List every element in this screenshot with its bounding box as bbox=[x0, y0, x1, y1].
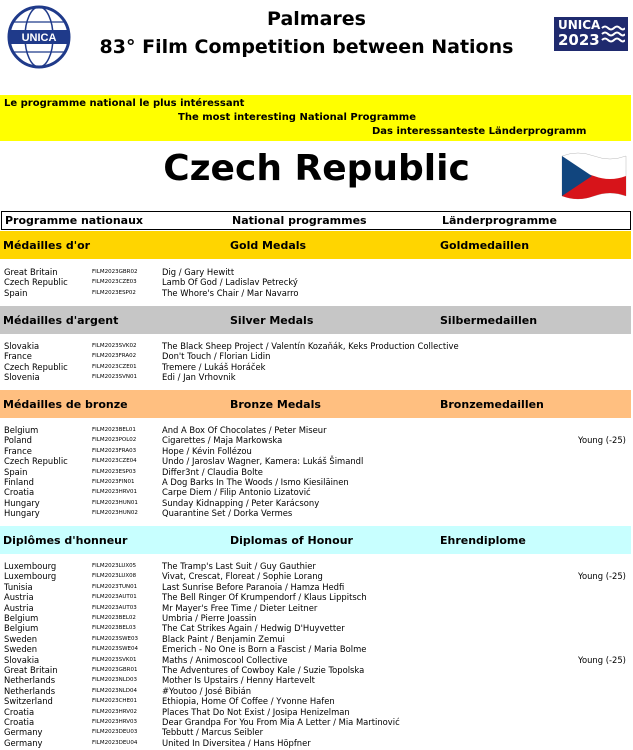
award-country: Luxembourg bbox=[4, 561, 57, 571]
award-country: Finland bbox=[4, 477, 34, 487]
award-row bbox=[0, 623, 633, 633]
award-title-fr: Le programme national le plus intéressant bbox=[4, 98, 245, 109]
award-row bbox=[0, 717, 633, 727]
film-code: FILM2023FRA02 bbox=[92, 353, 137, 360]
film-title-director: Lamb Of God / Ladislav Petrecký bbox=[162, 277, 298, 288]
film-code: FILM2023HUN02 bbox=[92, 510, 138, 517]
award-country: Slovakia bbox=[4, 654, 40, 665]
award-row bbox=[0, 592, 633, 602]
section-title-de: Goldmedaillen bbox=[440, 239, 530, 252]
film-code: FILM2023GBR02 bbox=[92, 269, 138, 275]
film-title-director: Sunday Kidnapping / Peter Karácsony bbox=[162, 497, 320, 508]
film-code: FILM2023SWE04 bbox=[92, 646, 138, 653]
section-title-fr: Médailles d'or bbox=[3, 239, 91, 252]
award-row bbox=[0, 571, 633, 581]
film-title-director: Undo / Jaroslav Wagner, Kamera: Lukáš Šimandl bbox=[162, 456, 364, 467]
award-row bbox=[0, 613, 633, 623]
category-note: Young (-25) bbox=[578, 571, 626, 582]
film-title-director: A Dog Barks In The Woods / Ismo Kiesiläinen bbox=[162, 477, 349, 487]
award-row bbox=[0, 351, 633, 361]
award-row bbox=[0, 655, 633, 665]
film-title-director: Cigarettes / Maja Markowska bbox=[162, 435, 283, 446]
section-title-de: Ehrendiplome bbox=[440, 534, 526, 547]
film-code: FILM2023SVK02 bbox=[92, 343, 137, 349]
film-title-director: United In Diversitea / Hans Höpfner bbox=[162, 737, 311, 748]
film-code: FILM2023HRV02 bbox=[92, 708, 138, 715]
award-row bbox=[0, 477, 633, 487]
category-note: Young (-25) bbox=[578, 435, 626, 446]
section-header bbox=[0, 306, 631, 334]
award-country: Poland bbox=[4, 435, 32, 446]
award-row bbox=[0, 707, 633, 717]
award-country: Belgium bbox=[4, 613, 39, 623]
film-code: FILM2023CZE01 bbox=[92, 363, 137, 370]
award-row bbox=[0, 362, 633, 372]
award-country: France bbox=[4, 351, 32, 362]
category-note: Young (-25) bbox=[578, 654, 626, 665]
film-title-director: Dig / Gary Hewitt bbox=[162, 267, 235, 277]
award-country: Netherlands bbox=[4, 675, 56, 686]
award-row bbox=[0, 665, 633, 675]
award-row bbox=[0, 277, 633, 287]
film-title-director: The Cat Strikes Again / Hedwig D'Huyvetter bbox=[162, 623, 345, 634]
award-country: Netherlands bbox=[4, 685, 56, 696]
film-title-director: Maths / Animoscool Collective bbox=[162, 654, 288, 665]
award-row bbox=[0, 675, 633, 685]
award-row bbox=[0, 686, 633, 696]
award-country: Slovakia bbox=[4, 341, 40, 351]
award-country: Great Britain bbox=[4, 267, 58, 277]
film-code: FILM2023ESP03 bbox=[92, 468, 136, 475]
award-country: Sweden bbox=[4, 633, 38, 644]
award-row bbox=[0, 267, 633, 277]
film-title-director: #Youtoo / José Bibián bbox=[162, 685, 252, 696]
column-header-de: Länderprogramme bbox=[442, 214, 557, 227]
film-title-director: Mother Is Upstairs / Henny Hartevelt bbox=[162, 675, 315, 686]
film-code: FILM2023BEL02 bbox=[92, 615, 136, 621]
section-title-en: Silver Medals bbox=[230, 314, 314, 327]
award-row bbox=[0, 341, 633, 351]
film-title-director: Differ3nt / Claudia Bolte bbox=[162, 466, 263, 477]
film-title-director: Edi / Jan Vrhovnik bbox=[162, 372, 236, 383]
film-code: FILM2023DEU04 bbox=[92, 739, 138, 746]
award-country: Austria bbox=[4, 602, 34, 613]
column-header-en: National programmes bbox=[232, 214, 367, 227]
film-title-director: Carpe Diem / Filip Antonio Lizatović bbox=[162, 487, 311, 498]
film-code: FILM2023NLD03 bbox=[92, 677, 138, 684]
award-country: Slovenia bbox=[4, 372, 40, 383]
unica-2023-logo bbox=[554, 17, 628, 51]
award-country: France bbox=[4, 445, 32, 456]
film-code: FILM2023SVK01 bbox=[92, 656, 137, 663]
film-code: FILM2023AUT03 bbox=[92, 604, 137, 611]
award-row bbox=[0, 603, 633, 613]
film-title-director: The Black Sheep Project / Valentín Kozaňák, Keks Production Collective bbox=[162, 341, 459, 351]
award-row bbox=[0, 435, 633, 445]
film-title-director: Quarantine Set / Dorka Vermes bbox=[162, 508, 293, 519]
award-country: Spain bbox=[4, 466, 28, 477]
film-title-director: Tremere / Lukáš Horáček bbox=[162, 361, 266, 372]
page-title: Palmares bbox=[267, 8, 366, 30]
award-country: Croatia bbox=[4, 717, 35, 727]
award-row bbox=[0, 372, 633, 382]
film-title-director: The Whore's Chair / Mar Navarro bbox=[162, 287, 299, 298]
film-code: FILM2023FIN01 bbox=[92, 479, 135, 485]
award-country: Germany bbox=[4, 737, 43, 748]
award-row bbox=[0, 288, 633, 298]
award-row bbox=[0, 456, 633, 466]
film-code: FILM2023GBR01 bbox=[92, 667, 138, 673]
film-code: FILM2023CZE03 bbox=[92, 279, 137, 286]
film-code: FILM2023HRV01 bbox=[92, 489, 138, 496]
award-row bbox=[0, 446, 633, 456]
award-row bbox=[0, 425, 633, 435]
award-title-en: The most interesting National Programme bbox=[178, 112, 417, 123]
section-title-en: Diplomas of Honour bbox=[230, 534, 353, 547]
award-country: Hungary bbox=[4, 508, 40, 519]
award-country: Germany bbox=[4, 727, 43, 738]
page-header bbox=[0, 0, 633, 95]
section-title-fr: Médailles d'argent bbox=[3, 314, 119, 327]
award-row bbox=[0, 498, 633, 508]
award-country: Czech Republic bbox=[4, 456, 68, 467]
award-row bbox=[0, 727, 633, 737]
film-code: FILM2023NLD04 bbox=[92, 687, 138, 694]
film-title-director: The Adventures of Cowboy Kale / Suzie Topolska bbox=[162, 665, 365, 675]
section-title-de: Silbermedaillen bbox=[440, 314, 538, 327]
award-row bbox=[0, 508, 633, 518]
award-country: Belgium bbox=[4, 425, 39, 435]
award-country: Tunisia bbox=[4, 581, 33, 592]
film-title-director: Last Sunrise Before Paranoia / Hamza Hedfi bbox=[162, 581, 345, 592]
film-code: FILM2023FRA03 bbox=[92, 447, 137, 454]
award-country: Great Britain bbox=[4, 665, 58, 675]
film-code: FILM2023HUN01 bbox=[92, 499, 138, 506]
award-row bbox=[0, 738, 633, 748]
award-country: Sweden bbox=[4, 644, 38, 655]
film-code: FILM2023HRV03 bbox=[92, 719, 138, 725]
film-code: FILM2023DEU03 bbox=[92, 729, 138, 736]
section-title-fr: Diplômes d'honneur bbox=[3, 534, 128, 547]
film-title-director: Dear Grandpa For You From Mia A Letter / Mia Martinović bbox=[162, 717, 400, 727]
film-code: FILM2023BEL01 bbox=[92, 427, 136, 433]
award-row bbox=[0, 634, 633, 644]
film-code: FILM2023CHE01 bbox=[92, 698, 138, 705]
section-header bbox=[0, 390, 631, 418]
film-code: FILM2023LUX05 bbox=[92, 563, 137, 569]
film-code: FILM2023POL02 bbox=[92, 437, 137, 444]
section-title-fr: Médailles de bronze bbox=[3, 398, 128, 411]
section-header bbox=[0, 526, 631, 554]
section-header bbox=[0, 231, 631, 259]
film-code: FILM2023SWE03 bbox=[92, 635, 138, 642]
film-title-director: Mr Mayer's Free Time / Dieter Leitner bbox=[162, 602, 318, 613]
logo-text-year: 2023 bbox=[558, 31, 600, 49]
film-code: FILM2023ESP02 bbox=[92, 289, 136, 296]
award-country: Austria bbox=[4, 592, 34, 603]
film-title-director: Umbria / Pierre Joassin bbox=[162, 613, 257, 623]
film-title-director: The Tramp's Last Suit / Guy Gauthier bbox=[162, 561, 316, 571]
award-country: Croatia bbox=[4, 706, 35, 717]
film-code: FILM2023CZE04 bbox=[92, 458, 137, 465]
award-country: Czech Republic bbox=[4, 277, 68, 288]
award-country: Switzerland bbox=[4, 696, 53, 707]
czech-flag-icon bbox=[558, 148, 630, 204]
award-row bbox=[0, 582, 633, 592]
film-code: FILM2023SVN01 bbox=[92, 374, 137, 381]
film-title-director: Black Paint / Benjamin Zemui bbox=[162, 633, 285, 644]
film-title-director: And A Box Of Chocolates / Peter Miseur bbox=[162, 425, 327, 435]
film-title-director: Ethiopia, Home Of Coffee / Yvonne Hafen bbox=[162, 696, 335, 707]
award-country: Belgium bbox=[4, 623, 39, 634]
award-country: Czech Republic bbox=[4, 361, 68, 372]
award-row bbox=[0, 696, 633, 706]
section-title-de: Bronzemedaillen bbox=[440, 398, 544, 411]
award-country: Luxembourg bbox=[4, 571, 57, 582]
award-country: Hungary bbox=[4, 497, 40, 508]
award-country: Spain bbox=[4, 287, 28, 298]
country-name: Czech Republic bbox=[163, 148, 470, 189]
logo-text-unica: UNICA bbox=[558, 18, 601, 32]
wave-icon bbox=[601, 25, 625, 45]
column-header-fr: Programme nationaux bbox=[5, 214, 143, 227]
film-title-director: Tebbutt / Marcus Seibler bbox=[162, 727, 264, 738]
award-row bbox=[0, 644, 633, 654]
section-title-en: Gold Medals bbox=[230, 239, 307, 252]
film-code: FILM2023TUN01 bbox=[92, 583, 138, 590]
film-title-director: Emerich - No One is Born a Fascist / Maria Bolme bbox=[162, 644, 367, 655]
film-code: FILM2023AUT01 bbox=[92, 594, 137, 601]
film-code: FILM2023LUX08 bbox=[92, 573, 137, 580]
award-country: Croatia bbox=[4, 487, 35, 498]
film-title-director: The Bell Ringer Of Krumpendorf / Klaus Lippitsch bbox=[162, 592, 367, 603]
column-header-row bbox=[1, 211, 631, 230]
film-title-director: Hope / Kévin Follézou bbox=[162, 445, 252, 456]
award-row bbox=[0, 561, 633, 571]
film-title-director: Don't Touch / Florian Lidin bbox=[162, 351, 271, 362]
award-row bbox=[0, 487, 633, 497]
section-title-en: Bronze Medals bbox=[230, 398, 321, 411]
film-title-director: Places That Do Not Exist / Josipa Henizelman bbox=[162, 706, 350, 717]
award-row bbox=[0, 467, 633, 477]
award-title-de: Das interessanteste Länderprogramm bbox=[372, 126, 587, 137]
page-subtitle: 83° Film Competition between Nations bbox=[99, 36, 514, 58]
film-title-director: Vivat, Crescat, Floreat / Sophie Lorang bbox=[162, 571, 323, 582]
svg-text:UNICA: UNICA bbox=[21, 32, 57, 44]
film-code: FILM2023BEL03 bbox=[92, 625, 136, 632]
award-title-box bbox=[0, 95, 631, 141]
